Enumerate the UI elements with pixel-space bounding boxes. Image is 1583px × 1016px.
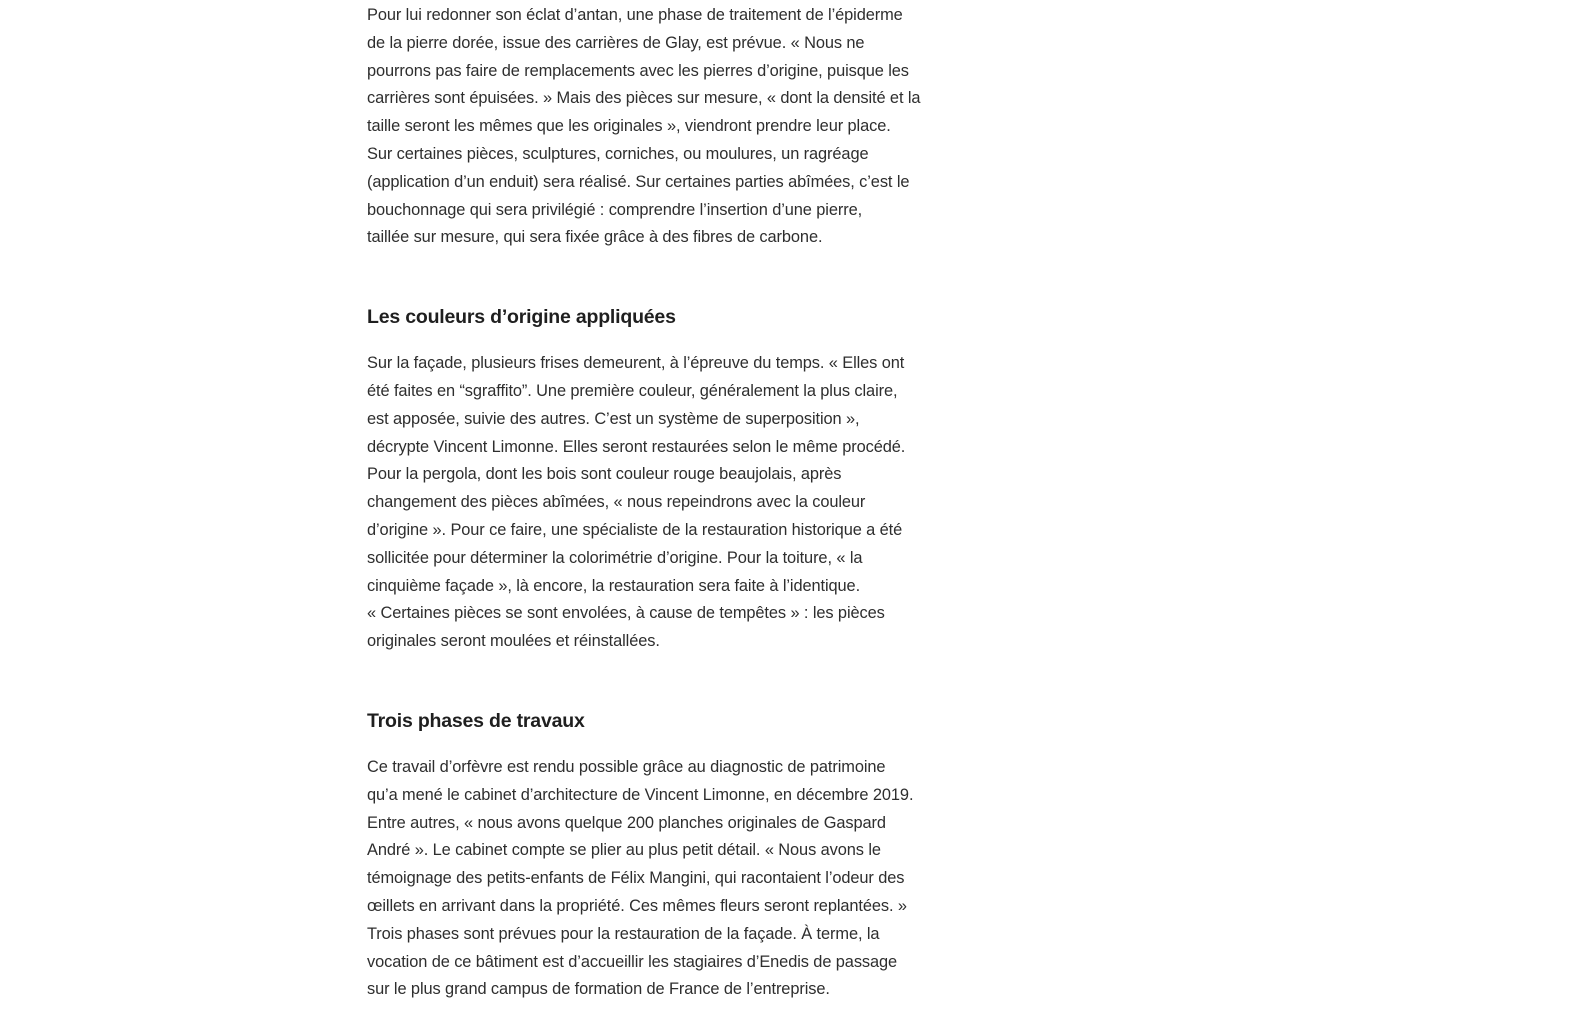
text-line: été faites en “sgraffito”. Une première couleur, généralement la plus claire,	[367, 381, 898, 400]
text-line: changement des pièces abîmées, « nous repeindrons avec la couleur	[367, 493, 866, 512]
text-line: bouchonnage qui sera privilégié : comprendre l’insertion d’une pierre,	[367, 200, 863, 219]
text-line: Pour la pergola, dont les bois sont couleur rouge beaujolais, après	[367, 465, 842, 484]
text-line: Entre autres, « nous avons quelque 200 planches originales de Gaspard	[367, 813, 886, 832]
text-line: cinquième façade », là encore, la restauration sera faite à l’identique.	[367, 576, 861, 595]
text-line: taille seront les mêmes que les originales », viendront prendre leur place.	[367, 117, 891, 136]
text-line: témoignage des petits-enfants de Félix Mangini, qui racontaient l’odeur des	[367, 869, 905, 888]
section-heading-phases: Trois phases de travaux	[367, 709, 585, 732]
text-line: Sur la façade, plusieurs frises demeurent, à l’épreuve du temps. « Elles ont	[367, 354, 905, 373]
text-line: est apposée, suivie des autres. C’est un système de superposition »,	[367, 409, 860, 428]
text-line: André ». Le cabinet compte se plier au plus petit détail. « Nous avons le	[367, 841, 881, 860]
text-line: carrières sont épuisées. » Mais des pièces sur mesure, « dont la densité et la	[367, 89, 921, 108]
text-line: originales seront moulées et réinstallées.	[367, 632, 660, 651]
text-line: sur le plus grand campus de formation de France de l’entreprise.	[367, 980, 830, 999]
text-line: sollicitée pour déterminer la colorimétrie d’origine. Pour la toiture, « la	[367, 548, 863, 567]
text-line: « Certaines pièces se sont envolées, à cause de tempêtes » : les pièces	[367, 604, 885, 623]
paragraph-colors	[367, 350, 943, 656]
text-line: vocation de ce bâtiment est d’accueillir les stagiaires d’Enedis de passage	[367, 952, 898, 971]
text-line: qu’a mené le cabinet d’architecture de Vincent Limonne, en décembre 2019.	[367, 785, 914, 804]
text-line: pourrons pas faire de remplacements avec les pierres d’origine, puisque les	[367, 61, 909, 80]
text-line: décrypte Vincent Limonne. Elles seront restaurées selon le même procédé.	[367, 437, 906, 456]
text-line: d’origine ». Pour ce faire, une spécialiste de la restauration historique a été	[367, 520, 903, 539]
text-line: Pour lui redonner son éclat d’antan, une phase de traitement de l’épiderme	[367, 6, 903, 24]
text-line: de la pierre dorée, issue des carrières de Glay, est prévue. « Nous ne	[367, 33, 865, 52]
text-line: taillée sur mesure, qui sera fixée grâce à des fibres de carbone.	[367, 228, 823, 247]
paragraph-restoration-stone	[367, 2, 943, 252]
article-body	[367, 2, 943, 1004]
text-line: Ce travail d’orfèvre est rendu possible grâce au diagnostic de patrimoine	[367, 757, 886, 776]
paragraph-phases	[367, 754, 943, 1004]
text-line: Trois phases sont prévues pour la restauration de la façade. À terme, la	[367, 924, 880, 943]
text-line: Sur certaines pièces, sculptures, corniches, ou moulures, un ragréage	[367, 144, 869, 163]
section-heading-colors: Les couleurs d’origine appliquées	[367, 306, 676, 329]
text-line: œillets en arrivant dans la propriété. Ces mêmes fleurs seront replantées. »	[367, 896, 907, 915]
text-line: (application d’un enduit) sera réalisé. Sur certaines parties abîmées, c’est le	[367, 172, 910, 191]
